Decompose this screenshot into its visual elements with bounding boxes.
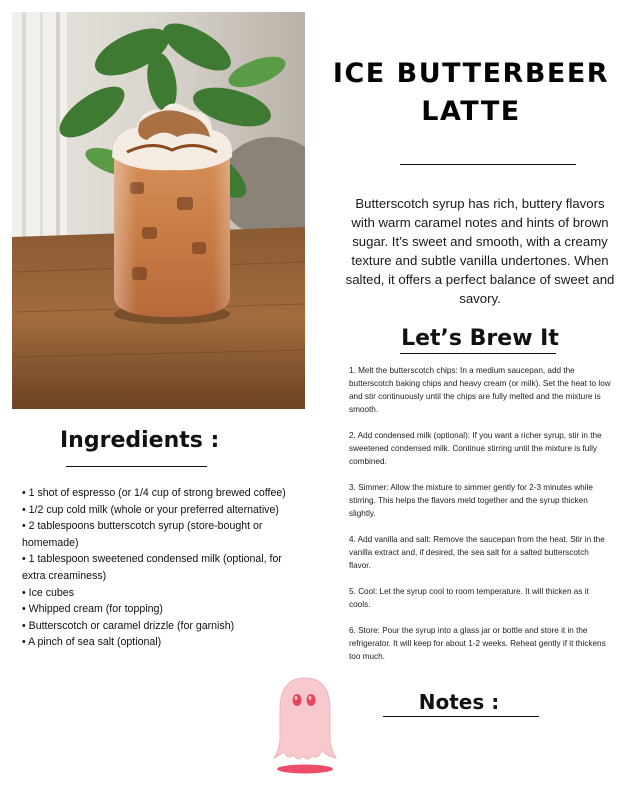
ghost-icon [270,670,340,775]
brew-step: 1. Melt the butterscotch chips: In a medium saucepan, add the butterscotch baking chips and heavy cream (or milk). Set the heat to low and stir continuously until the chips are fully melted and the mixture is smooth. [349,366,611,414]
ingredient-item: • 1 shot of espresso (or 1/4 cup of strong brewed coffee) [22,487,286,499]
brew-divider [400,353,556,354]
latte-photo [12,12,305,409]
ghost-shadow [277,765,333,774]
brew-step: 4. Add vanilla and salt: Remove the saucepan from the heat. Stir in the vanilla extract and, if desired, the sea salt for a salted butterscotch flavor. [349,535,605,570]
notes-heading: Notes : [418,690,500,714]
latte-photo-illustration [12,12,305,409]
recipe-description: Butterscotch syrup has rich, buttery flavors with warm caramel notes and hints of brown sugar. It’s sweet and smooth, with a creamy texture and subtle vanilla undertones. When salted, it offers a perfect balance of sweet and savory. [345,196,615,306]
brew-heading: Let’s Brew It [401,326,559,351]
title-divider [400,164,576,165]
ingredient-item: • A pinch of sea salt (optional) [22,636,162,649]
ingredient-item: • Butterscotch or caramel drizzle (for garnish) [22,619,235,632]
notes-divider [383,716,539,717]
ingredient-item: • 2 tablespoons butterscotch syrup (store-bought or homemade) [22,520,263,549]
ingredient-item: • 1/2 cup cold milk (whole or your preferred alternative) [22,503,279,516]
brew-step: 5. Cool: Let the syrup cool to room temperature. It will thicken as it cools. [349,587,589,609]
brew-step: 3. Simmer: Allow the mixture to simmer gently for 2-3 minutes while stirring. This helps the flavors meld together and the syrup thicken slightly. [349,483,593,518]
ingredients-list [22,485,307,651]
ingredients-heading: Ingredients : [60,428,220,453]
recipe-title: ICE BUTTERBEER LATTE [332,58,610,127]
brew-steps [349,364,611,676]
brew-step: 6. Store: Pour the syrup into a glass jar or bottle and store it in the refrigerator. It will keep for about 1-2 weeks. Reheat gently if it thickens too much. [349,626,606,661]
ingredient-item: • Ice cubes [22,586,74,599]
brew-step: 2. Add condensed milk (optional): If you want a richer syrup, stir in the sweetened condensed milk. Continue stirring until the mixture is fully combined. [349,431,602,466]
ingredient-item: • 1 tablespoon sweetened condensed milk (optional, for extra creaminess) [22,553,282,582]
ingredient-item: • Whipped cream (for topping) [22,603,163,616]
ingredients-divider [66,466,207,467]
